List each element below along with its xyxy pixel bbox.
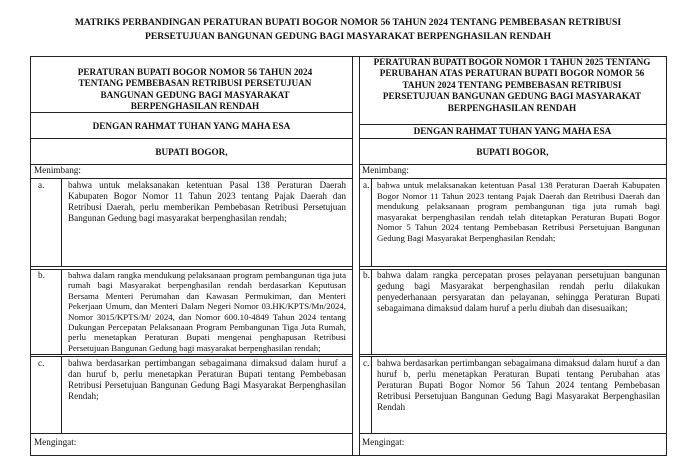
- document-title-line2: PERSETUJUAN BANGUNAN GEDUNG BAGI MASYARAKAT BERPENGHASILAN RENDAH: [144, 31, 551, 42]
- left-point-a-text: bahwa untuk melaksanakan ketentuan Pasal 138 Peraturan Daerah Kabupaten Bogor Nomor 11 Tahun 2023 tentang Pajak Daerah dan Retribusi Daerah, perlu memberikan Pembebasan Retribusi Persetujuan Bangunan Gedung bagi masyarakat berpenghasilan rendah;: [68, 180, 346, 224]
- letter-divider: [61, 178, 62, 266]
- row-rule: [359, 433, 666, 434]
- row-rule: [359, 178, 666, 179]
- right-bupati-line: BUPATI BOGOR,: [476, 147, 549, 157]
- left-menimbang-label: Menimbang:: [34, 165, 81, 175]
- row-rule: [31, 354, 352, 355]
- row-rule: [31, 433, 352, 434]
- left-point-c-letter: c.: [38, 358, 45, 368]
- left-point-b-letter: b.: [38, 270, 45, 280]
- row-rule: [359, 354, 666, 355]
- right-regulation-header: PERATURAN BUPATI BOGOR NOMOR 1 TAHUN 2025 TENTANG PERUBAHAN ATAS PERATURAN BUPATI BOGOR NOMOR 56 TAHUN 2024 TENTANG PEMBEBASAN RETRIBUSI PERSETUJUAN BANGUNAN GEDUNG BAGI MASYARAKAT BERPENGHASILAN RENDAH: [373, 57, 651, 113]
- row-rule: [31, 266, 352, 267]
- letter-divider: [371, 178, 372, 266]
- column-divider-inner: [359, 56, 360, 456]
- right-point-b-letter: b.: [363, 270, 370, 280]
- column-divider: [352, 56, 353, 456]
- right-point-b-text: bahwa dalam rangka percepatan proses pelayanan persetujuan bangunan gedung bagi Masyarakat berpenghasilan rendah perlu dilakukan penyederhanaan persyaratan dan pelayanan, sehingga Peraturan Bupati sebagaimana dimaksud dalam huruf a perlu diubah dan disesuaikan;: [377, 270, 660, 314]
- row-rule: [359, 266, 666, 267]
- right-point-c-letter: c.: [363, 358, 370, 368]
- left-point-b-text: bahwa dalam rangka mendukung pelaksanaan program pembangunan tiga juta rumah bagi Masyarakat berpenghasilan rendah berdasarkan Keputusan Bersama Menteri Perumahan dan Kawasan Permukiman, dan Menteri Pekerjaan Umum, dan Menteri Dalam Negeri Nomor 03.HK/KPTS/Mn/2024, Nomor 3015/KPTS/M/ 2024, dan Nomor 600.10-4849 Tahun 2024 tentang Dukungan Percepatan Pelaksanaan Program Pembangunan Tiga Juta Rumah, perlu menetapkan Peraturan Bupati mengenai penghapusan Retribusi Persetujuan Bangunan Gedung bagi masyarakat berpenghasilan rendah;: [68, 270, 346, 353]
- letter-divider: [371, 356, 372, 433]
- right-point-c-text: bahwa berdasarkan pertimbangan sebagaimana dimaksud dalam huruf a dan huruf b, perlu menetapkan Peraturan Bupati tentang Perubahan atas Peraturan Bupati Bogor Nomor 56 Tahun 2024 tentang Pembebasan Retribusi Persetujuan Bangunan Gedung Bagi Masyarakat Berpenghasilan Rendah: [377, 358, 660, 413]
- right-rahmat-line: DENGAN RAHMAT TUHAN YANG MAHA ESA: [413, 126, 612, 136]
- row-rule: [31, 178, 352, 179]
- row-rule: [359, 356, 666, 357]
- left-regulation-header: PERATURAN BUPATI BOGOR NOMOR 56 TAHUN 2024 TENTANG PEMBEBASAN RETRIBUSI PERSETUJUAN BANGUNAN GEDUNG BAGI MASYARAKAT BERPENGHASILAN RENDAH: [77, 67, 313, 112]
- document-title-line1: MATRIKS PERBANDINGAN PERATURAN BUPATI BOGOR NOMOR 56 TAHUN 2024 TENTANG PEMBEBASAN RETRIBUSI: [74, 17, 622, 28]
- right-mengingat-label: Mengingat:: [362, 437, 405, 447]
- left-mengingat-label: Mengingat:: [34, 437, 77, 447]
- row-rule: [31, 138, 352, 139]
- right-menimbang-label: Menimbang:: [362, 165, 409, 175]
- letter-divider: [371, 269, 372, 354]
- row-rule: [359, 138, 666, 139]
- letter-divider: [61, 356, 62, 433]
- right-point-a-letter: a.: [363, 180, 370, 190]
- right-point-a-text: bahwa untuk melaksanakan ketentuan Pasal 138 Peraturan Daerah Kabupaten Bogor Nomor 11 Tahun 2023 tentang Pajak Daerah dan Retribusi Daerah dan mendukung pelaksanaan program pembangunan tiga juta rumah bagi masyarakat berpenghasilan rendah telah ditetapkan Peraturan Bupati Bogor Nomor 5 Tahun 2024 tentang Pembebasan Retribusi Persetujuan Bangunan Gedung Bagi Masyarakat Berpenghasilan Rendah;: [377, 180, 660, 243]
- row-rule: [31, 356, 352, 357]
- left-bupati-line: BUPATI BOGOR,: [155, 147, 228, 157]
- left-rahmat-line: DENGAN RAHMAT TUHAN YANG MAHA ESA: [92, 121, 291, 131]
- left-point-c-text: bahwa berdasarkan pertimbangan sebagaimana dimaksud dalam huruf a dan huruf b, perlu menetapkan Peraturan Bupati tentang Pembebasan Retribusi Persetujuan Bangunan Gedung Bagi Masyarakat Berpenghasilan Rendah;: [68, 358, 346, 402]
- letter-divider: [61, 269, 62, 354]
- left-point-a-letter: a.: [38, 180, 45, 190]
- row-rule: [359, 124, 666, 125]
